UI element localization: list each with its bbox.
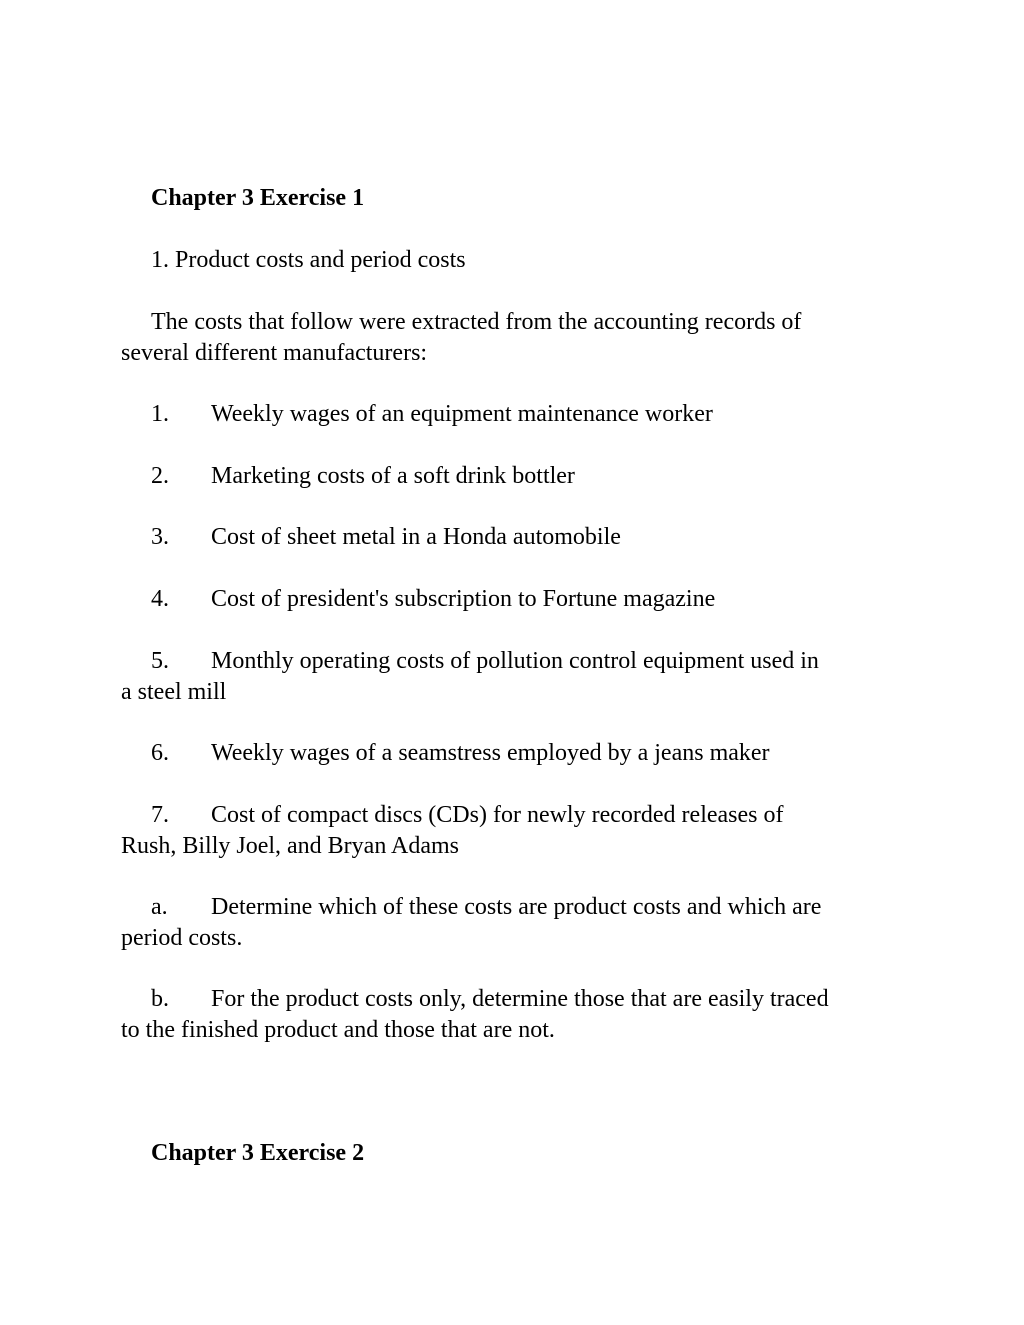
question-continuation: to the finished product and those that are not. bbox=[121, 1017, 555, 1043]
list-item-continuation: a steel mill bbox=[121, 679, 227, 705]
list-item bbox=[121, 522, 921, 553]
list-item-text: Monthly operating costs of pollution control equipment used in bbox=[211, 648, 819, 674]
question-text: For the product costs only, determine those that are easily traced bbox=[211, 986, 829, 1012]
list-item bbox=[121, 584, 921, 615]
list-item-text: Cost of president's subscription to Fortune magazine bbox=[211, 586, 716, 612]
question-label: b. bbox=[151, 986, 169, 1012]
list-item-number: 4. bbox=[151, 586, 169, 612]
list-item-continuation: Rush, Billy Joel, and Bryan Adams bbox=[121, 833, 459, 859]
question-label: a. bbox=[151, 894, 168, 920]
list-item-number: 7. bbox=[151, 802, 169, 828]
exercise-2-heading: Chapter 3 Exercise 2 bbox=[151, 1140, 365, 1166]
list-item bbox=[121, 738, 921, 769]
list-item-text: Cost of compact discs (CDs) for newly recorded releases of bbox=[211, 802, 784, 828]
list-item-text: Weekly wages of a seamstress employed by a jeans maker bbox=[211, 740, 770, 766]
list-item-number: 5. bbox=[151, 648, 169, 674]
list-item-text: Cost of sheet metal in a Honda automobile bbox=[211, 524, 621, 550]
question-text: Determine which of these costs are product costs and which are bbox=[211, 894, 822, 920]
list-item bbox=[121, 399, 921, 430]
list-item-number: 6. bbox=[151, 740, 169, 766]
intro-paragraph-line-2: several different manufacturers: bbox=[121, 340, 428, 366]
intro-paragraph-line-1: The costs that follow were extracted from the accounting records of bbox=[151, 309, 802, 335]
list-item bbox=[121, 800, 921, 831]
list-item bbox=[121, 461, 921, 492]
list-item-number: 3. bbox=[151, 524, 169, 550]
question-a bbox=[121, 892, 921, 923]
list-item bbox=[121, 646, 921, 677]
question-b bbox=[121, 984, 921, 1015]
list-item-number: 1. bbox=[151, 401, 169, 427]
list-item-text: Marketing costs of a soft drink bottler bbox=[211, 463, 575, 489]
exercise-1-heading: Chapter 3 Exercise 1 bbox=[151, 185, 365, 211]
question-continuation: period costs. bbox=[121, 925, 243, 951]
list-item-text: Weekly wages of an equipment maintenance worker bbox=[211, 401, 713, 427]
list-item-number: 2. bbox=[151, 463, 169, 489]
exercise-1-subheading: 1. Product costs and period costs bbox=[151, 247, 466, 273]
